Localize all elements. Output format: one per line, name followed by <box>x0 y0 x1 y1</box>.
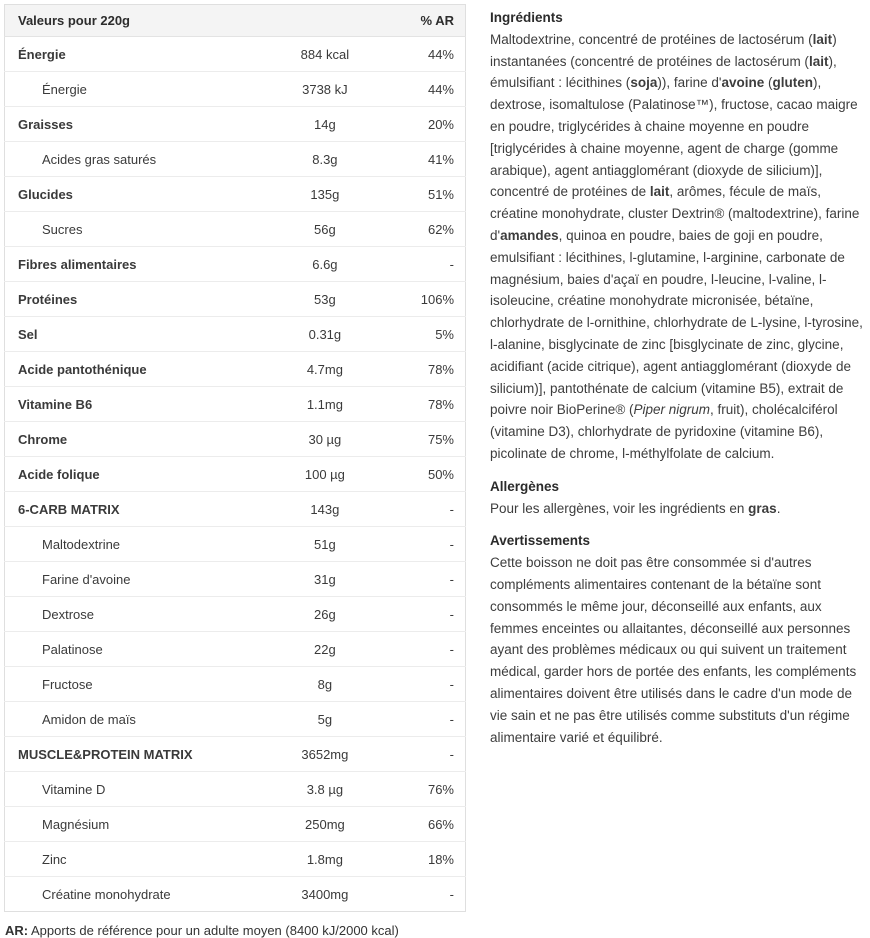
text-segment: , fruit), cholécalciférol (vitamine D3), chlorhydrate de pyridoxine (vitamine B6), picolinate de chrome, l-méthylfolate de calcium. <box>490 402 838 461</box>
cell-ar: - <box>392 247 466 282</box>
table-header-label: Valeurs pour 220g <box>5 5 392 37</box>
cell-label: Fibres alimentaires <box>5 247 259 282</box>
cell-label: Vitamine D <box>5 772 259 807</box>
table-row <box>5 492 466 527</box>
table-row <box>5 212 466 247</box>
cell-label: Acide pantothénique <box>5 352 259 387</box>
cell-label: Glucides <box>5 177 259 212</box>
cell-ar: - <box>392 667 466 702</box>
cell-label: 6-CARB MATRIX <box>5 492 259 527</box>
cell-label: Amidon de maïs <box>5 702 259 737</box>
cell-value: 0.31g <box>258 317 392 352</box>
table-row <box>5 142 466 177</box>
cell-ar: - <box>392 492 466 527</box>
cell-label: Vitamine B6 <box>5 387 259 422</box>
cell-ar: 18% <box>392 842 466 877</box>
text-segment: Pour les allergènes, voir les ingrédients en <box>490 500 749 516</box>
text-segment: , arômes, fécule de maïs, créatine monohydrate, cluster Dextrin® (maltodextrine), farine d' <box>490 184 860 243</box>
table-row <box>5 177 466 212</box>
cell-value: 8g <box>258 667 392 702</box>
nutrition-table <box>4 4 466 912</box>
cell-value: 8.3g <box>258 142 392 177</box>
table-row <box>5 387 466 422</box>
table-row <box>5 317 466 352</box>
cell-value: 3.8 µg <box>258 772 392 807</box>
cell-label: Acides gras saturés <box>5 142 259 177</box>
cell-value: 1.1mg <box>258 387 392 422</box>
cell-ar: 106% <box>392 282 466 317</box>
cell-ar: 20% <box>392 107 466 142</box>
cell-value: 135g <box>258 177 392 212</box>
cell-ar: 78% <box>392 352 466 387</box>
cell-label: Dextrose <box>5 597 259 632</box>
table-row <box>5 562 466 597</box>
text-segment: ( <box>764 75 773 91</box>
cell-label: Chrome <box>5 422 259 457</box>
cell-value: 143g <box>258 492 392 527</box>
table-row <box>5 772 466 807</box>
cell-value: 5g <box>258 702 392 737</box>
table-row <box>5 422 466 457</box>
cell-ar: 66% <box>392 807 466 842</box>
text-segment: Piper nigrum <box>633 402 711 418</box>
text-segment: lait <box>649 184 670 200</box>
allergens-text <box>490 498 866 520</box>
table-row <box>5 842 466 877</box>
cell-ar: - <box>392 737 466 772</box>
cell-value: 884 kcal <box>300 46 350 62</box>
text-segment: ) instantanées (concentré de protéines de lactosérum ( <box>490 31 837 69</box>
cell-ar: 44% <box>427 46 454 62</box>
cell-ar: 75% <box>392 422 466 457</box>
cell-label: Créatine monohydrate <box>5 877 259 912</box>
text-segment: lait <box>808 53 829 69</box>
cell-label: Énergie <box>18 46 66 62</box>
cell-value: 56g <box>258 212 392 247</box>
info-column <box>490 4 866 938</box>
cell-label: Farine d'avoine <box>5 562 259 597</box>
table-row <box>5 597 466 632</box>
cell-ar: - <box>392 702 466 737</box>
footnote-text: Apports de référence pour un adulte moyen (8400 kJ/2000 kcal) <box>31 923 399 938</box>
cell-value: 100 µg <box>258 457 392 492</box>
text-segment: ), émulsifiant : lécithines ( <box>490 53 837 91</box>
nutrition-column <box>4 4 466 938</box>
table-row <box>5 807 466 842</box>
text-segment: soja <box>630 75 658 91</box>
cell-ar: 51% <box>392 177 466 212</box>
ingredients-text <box>490 29 866 465</box>
table-row <box>5 527 466 562</box>
cell-value: 26g <box>258 597 392 632</box>
table-row <box>5 107 466 142</box>
cell-label: Énergie <box>5 72 259 107</box>
text-segment: , quinoa en poudre, baies de goji en poudre, emulsifiant : lécithines, l-glutamine, l-arginine, carbonate de magnésium, baies d'açaï en poudre, l-leucine, l-valine, l-isoleucine, créatine monohydrate micronisée, bétaïne, chlorhydrate de l-ornithine, chlorhydrate de L-lysine, l-tyrosine, l-alanine, bisglycinate de zinc [bisglycinate de zinc, glycine, acidifiant (acide citrique), agent antiagglomérant (dioxyde de silicium)], pantothénate de calcium (vitamine B5), extrait de poivre noir BioPerine® ( <box>490 227 863 418</box>
cell-ar: 50% <box>392 457 466 492</box>
table-row <box>5 247 466 282</box>
table-row <box>5 352 466 387</box>
cell-label: MUSCLE&PROTEIN MATRIX <box>5 737 259 772</box>
text-segment: gras <box>748 500 777 516</box>
cell-label: Maltodextrine <box>5 527 259 562</box>
cell-ar: 76% <box>392 772 466 807</box>
cell-value: 6.6g <box>258 247 392 282</box>
text-segment: Maltodextrine, concentré de protéines de lactosérum ( <box>490 31 813 47</box>
cell-value: 3400mg <box>258 877 392 912</box>
cell-value: 4.7mg <box>258 352 392 387</box>
cell-ar: 62% <box>392 212 466 247</box>
cell-label: Protéines <box>5 282 259 317</box>
cell-value: 250mg <box>258 807 392 842</box>
table-row <box>5 37 466 72</box>
cell-label: Palatinose <box>5 632 259 667</box>
cell-label: Sel <box>5 317 259 352</box>
cell-ar: 44% <box>392 72 466 107</box>
cell-label: Graisses <box>5 107 259 142</box>
cell-label: Sucres <box>5 212 259 247</box>
text-segment: ), dextrose, isomaltulose (Palatinose™), fructose, cacao maigre en poudre, triglycérides à chaine moyenne en poudre [triglycérides à chaine moyenne, agent de charge (gomme arabique), agent antiagglomérant (dioxyde de silicium)], concentré de protéines de <box>490 75 858 200</box>
table-row <box>5 702 466 737</box>
cell-ar: 41% <box>392 142 466 177</box>
cell-ar: 5% <box>392 317 466 352</box>
table-header-ar: % AR <box>392 5 466 37</box>
text-segment: lait <box>812 31 833 47</box>
cell-label: Magnésium <box>5 807 259 842</box>
warnings-heading: Avertissements <box>490 533 591 549</box>
table-row <box>5 877 466 912</box>
footnote-abbreviation: AR: <box>5 923 29 938</box>
cell-label: Zinc <box>5 842 259 877</box>
table-row <box>5 72 466 107</box>
cell-value: 22g <box>258 632 392 667</box>
cell-value: 30 µg <box>258 422 392 457</box>
cell-value: 3738 kJ <box>258 72 392 107</box>
cell-value: 1.8mg <box>258 842 392 877</box>
cell-ar: - <box>392 877 466 912</box>
cell-value: 53g <box>258 282 392 317</box>
cell-ar: - <box>392 632 466 667</box>
cell-ar: 78% <box>392 387 466 422</box>
table-row <box>5 632 466 667</box>
cell-value: 31g <box>258 562 392 597</box>
text-segment: . <box>776 500 781 516</box>
cell-label: Fructose <box>5 667 259 702</box>
table-row <box>5 282 466 317</box>
text-segment: avoine <box>721 75 765 91</box>
allergens-heading: Allergènes <box>490 478 560 494</box>
text-segment: amandes <box>500 227 559 243</box>
cell-ar: - <box>392 527 466 562</box>
table-row <box>5 737 466 772</box>
text-segment: gluten <box>772 75 813 91</box>
cell-label: Acide folique <box>5 457 259 492</box>
ingredients-heading: Ingrédients <box>490 10 563 25</box>
cell-ar: - <box>392 562 466 597</box>
warnings-text <box>490 552 866 748</box>
cell-value: 14g <box>258 107 392 142</box>
reference-footnote <box>5 923 466 938</box>
table-row <box>5 457 466 492</box>
table-header-row <box>5 5 466 37</box>
cell-ar: - <box>392 597 466 632</box>
table-row <box>5 667 466 702</box>
nutrition-table-body <box>5 37 466 912</box>
text-segment: Cette boisson ne doit pas être consommée si d'autres compléments alimentaires contenant de la bétaïne sont consommés le même jour, déconseillé aux enfants, aux femmes enceintes ou allaitantes, déconseillé aux personnes ayant des problèmes médicaux ou qui suivent un traitement médical, garder hors de portée des enfants, les compléments alimentaires doivent être utilisés dans le cadre d'un mode de vie sain et ne pas être utilisés comme substituts d'un régime alimentaire varié et équilibré. <box>490 555 857 745</box>
text-segment: )), farine d' <box>657 75 722 91</box>
cell-value: 3652mg <box>258 737 392 772</box>
cell-value: 51g <box>258 527 392 562</box>
